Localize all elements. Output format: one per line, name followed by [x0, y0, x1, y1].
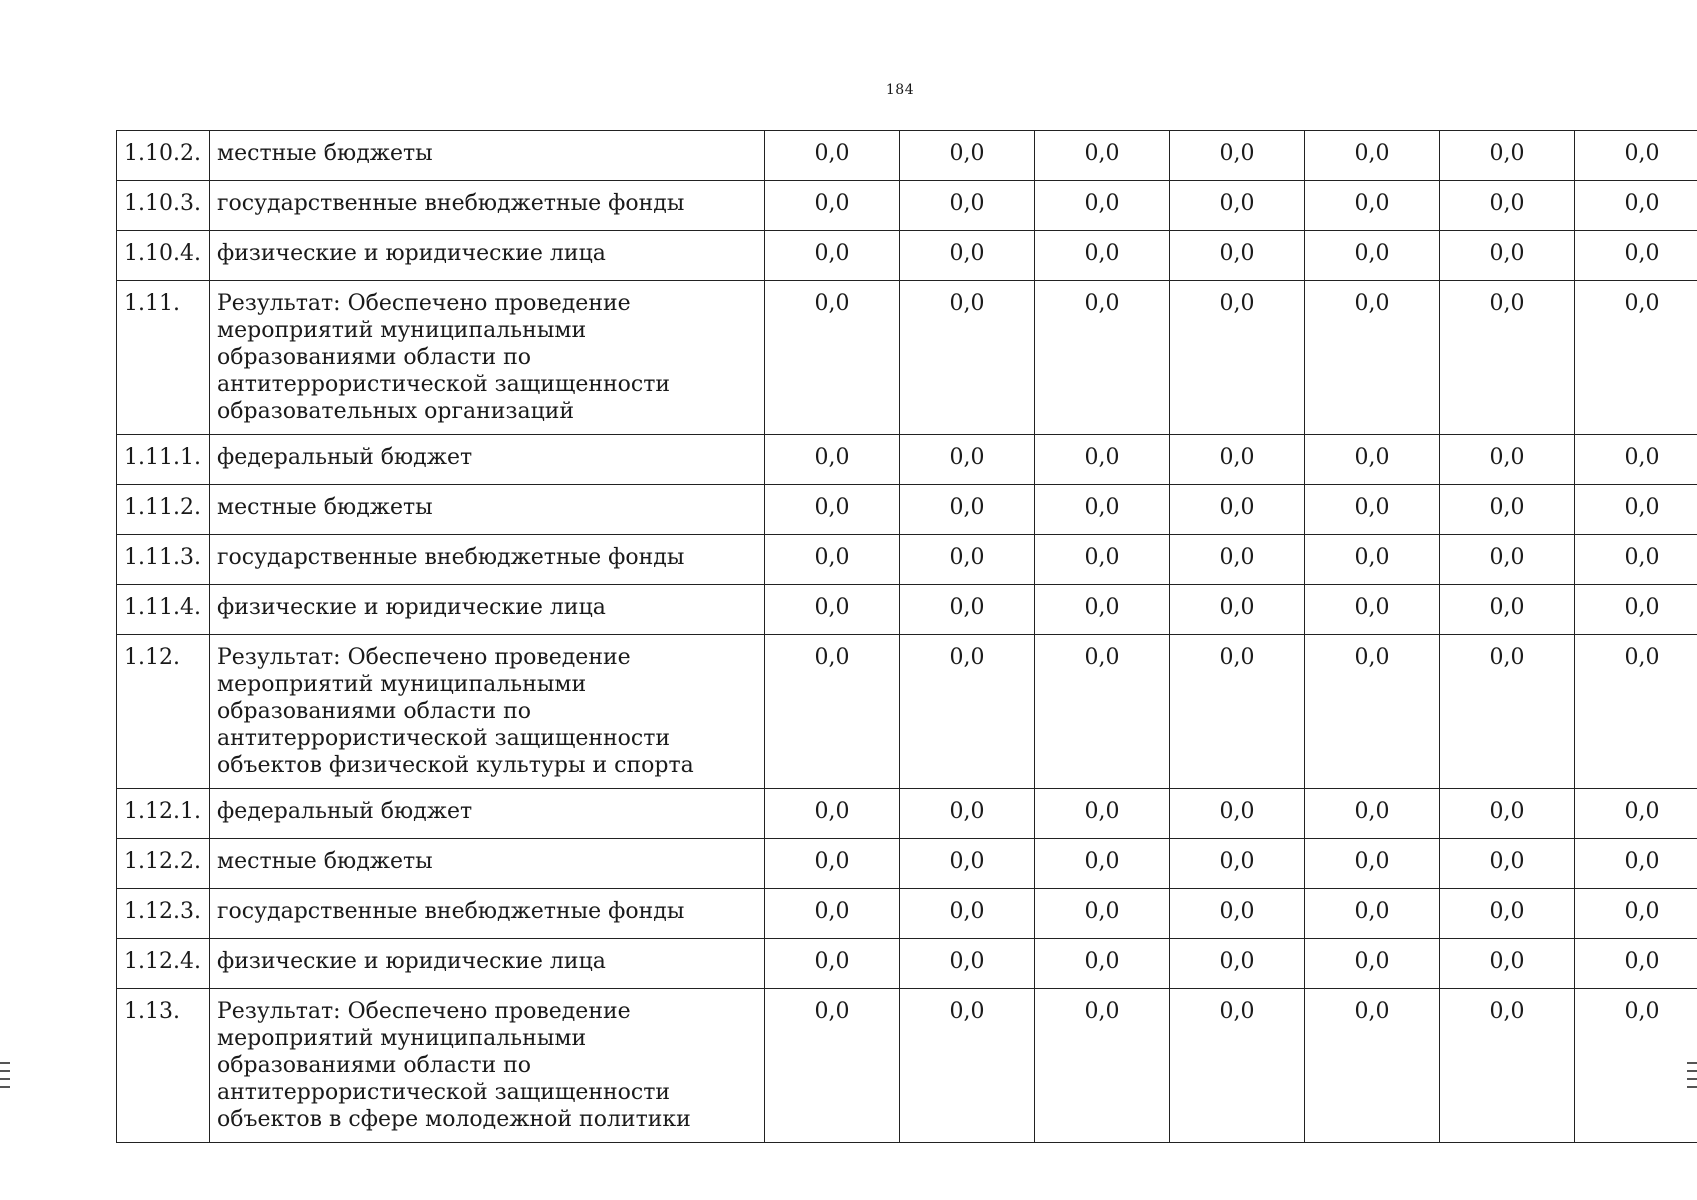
row-value-col-5: 0,0: [1305, 839, 1440, 889]
row-value-col-7: 0,0: [1575, 989, 1697, 1143]
row-value-col-4: 0,0: [1170, 131, 1305, 181]
row-value-col-4: 0,0: [1170, 281, 1305, 435]
row-value-col-6: 0,0: [1440, 889, 1575, 939]
row-value-col-7: 0,0: [1575, 231, 1697, 281]
row-value-col-2: 0,0: [900, 131, 1035, 181]
table-row: [117, 889, 1697, 939]
table-row: [117, 535, 1697, 585]
row-value-col-2: 0,0: [900, 789, 1035, 839]
row-value-col-5: 0,0: [1305, 131, 1440, 181]
page-number: 184: [885, 82, 915, 98]
row-value-col-3: 0,0: [1035, 131, 1170, 181]
row-value-col-5: 0,0: [1305, 889, 1440, 939]
row-value-col-2: 0,0: [900, 281, 1035, 435]
row-value-col-1: 0,0: [765, 485, 900, 535]
row-value-col-6: 0,0: [1440, 281, 1575, 435]
row-value-col-5: 0,0: [1305, 181, 1440, 231]
row-value-col-2: 0,0: [900, 585, 1035, 635]
row-label: Результат: Обеспечено проведение мероприятий муниципальными образованиями области по антитеррористической защищенности образовательных организаций: [210, 281, 765, 435]
row-value-col-7: 0,0: [1575, 789, 1697, 839]
row-value-col-7: 0,0: [1575, 281, 1697, 435]
table-row: [117, 131, 1697, 181]
row-value-col-5: 0,0: [1305, 939, 1440, 989]
row-label: местные бюджеты: [210, 485, 765, 535]
row-value-col-1: 0,0: [765, 789, 900, 839]
row-label: государственные внебюджетные фонды: [210, 535, 765, 585]
row-value-col-7: 0,0: [1575, 635, 1697, 789]
row-value-col-6: 0,0: [1440, 535, 1575, 585]
row-code: 1.10.3.: [117, 181, 210, 231]
row-code: 1.12.1.: [117, 789, 210, 839]
row-value-col-6: 0,0: [1440, 585, 1575, 635]
row-value-col-1: 0,0: [765, 281, 900, 435]
table-row: [117, 181, 1697, 231]
row-value-col-7: 0,0: [1575, 435, 1697, 485]
right-edge-marks: [1687, 1062, 1697, 1106]
row-value-col-7: 0,0: [1575, 535, 1697, 585]
row-value-col-1: 0,0: [765, 839, 900, 889]
row-value-col-7: 0,0: [1575, 939, 1697, 989]
row-value-col-3: 0,0: [1035, 789, 1170, 839]
row-value-col-6: 0,0: [1440, 231, 1575, 281]
row-value-col-6: 0,0: [1440, 485, 1575, 535]
row-code: 1.11.2.: [117, 485, 210, 535]
row-value-col-5: 0,0: [1305, 231, 1440, 281]
row-value-col-3: 0,0: [1035, 939, 1170, 989]
row-code: 1.12.2.: [117, 839, 210, 889]
budget-table: [116, 130, 1697, 1143]
row-label: физические и юридические лица: [210, 939, 765, 989]
row-value-col-2: 0,0: [900, 889, 1035, 939]
row-label: государственные внебюджетные фонды: [210, 889, 765, 939]
row-code: 1.12.4.: [117, 939, 210, 989]
table-row-result: [117, 635, 1697, 789]
row-value-col-1: 0,0: [765, 131, 900, 181]
row-value-col-2: 0,0: [900, 989, 1035, 1143]
row-value-col-4: 0,0: [1170, 181, 1305, 231]
row-value-col-7: 0,0: [1575, 131, 1697, 181]
row-value-col-3: 0,0: [1035, 435, 1170, 485]
row-value-col-3: 0,0: [1035, 535, 1170, 585]
table-row: [117, 485, 1697, 535]
row-value-col-7: 0,0: [1575, 839, 1697, 889]
row-value-col-7: 0,0: [1575, 585, 1697, 635]
table-row: [117, 939, 1697, 989]
row-value-col-2: 0,0: [900, 231, 1035, 281]
row-value-col-2: 0,0: [900, 535, 1035, 585]
row-value-col-6: 0,0: [1440, 131, 1575, 181]
row-value-col-3: 0,0: [1035, 231, 1170, 281]
row-value-col-4: 0,0: [1170, 231, 1305, 281]
table-row-result: [117, 989, 1697, 1143]
row-label: федеральный бюджет: [210, 435, 765, 485]
row-value-col-4: 0,0: [1170, 789, 1305, 839]
table-row: [117, 839, 1697, 889]
row-value-col-1: 0,0: [765, 635, 900, 789]
row-value-col-4: 0,0: [1170, 635, 1305, 789]
row-value-col-5: 0,0: [1305, 789, 1440, 839]
row-value-col-1: 0,0: [765, 435, 900, 485]
table-row: [117, 231, 1697, 281]
row-label: государственные внебюджетные фонды: [210, 181, 765, 231]
row-value-col-1: 0,0: [765, 939, 900, 989]
row-value-col-4: 0,0: [1170, 939, 1305, 989]
row-value-col-5: 0,0: [1305, 989, 1440, 1143]
left-edge-marks: [0, 1062, 10, 1106]
row-value-col-1: 0,0: [765, 231, 900, 281]
row-value-col-6: 0,0: [1440, 435, 1575, 485]
row-value-col-6: 0,0: [1440, 789, 1575, 839]
row-code: 1.12.: [117, 635, 210, 789]
row-value-col-5: 0,0: [1305, 281, 1440, 435]
row-value-col-1: 0,0: [765, 585, 900, 635]
budget-table-body: [117, 131, 1697, 1143]
row-value-col-4: 0,0: [1170, 485, 1305, 535]
row-value-col-5: 0,0: [1305, 535, 1440, 585]
table-row-result: [117, 281, 1697, 435]
row-value-col-7: 0,0: [1575, 181, 1697, 231]
row-value-col-1: 0,0: [765, 889, 900, 939]
row-value-col-5: 0,0: [1305, 585, 1440, 635]
row-label: федеральный бюджет: [210, 789, 765, 839]
row-code: 1.11.4.: [117, 585, 210, 635]
row-label: Результат: Обеспечено проведение мероприятий муниципальными образованиями области по антитеррористической защищенности объектов физической культуры и спорта: [210, 635, 765, 789]
row-value-col-6: 0,0: [1440, 939, 1575, 989]
row-value-col-3: 0,0: [1035, 889, 1170, 939]
row-code: 1.11.1.: [117, 435, 210, 485]
row-value-col-3: 0,0: [1035, 635, 1170, 789]
row-value-col-4: 0,0: [1170, 435, 1305, 485]
row-value-col-6: 0,0: [1440, 989, 1575, 1143]
row-value-col-3: 0,0: [1035, 181, 1170, 231]
row-value-col-2: 0,0: [900, 181, 1035, 231]
row-code: 1.10.4.: [117, 231, 210, 281]
row-code: 1.13.: [117, 989, 210, 1143]
row-value-col-3: 0,0: [1035, 839, 1170, 889]
row-value-col-4: 0,0: [1170, 889, 1305, 939]
table-row: [117, 789, 1697, 839]
row-value-col-1: 0,0: [765, 989, 900, 1143]
row-value-col-7: 0,0: [1575, 485, 1697, 535]
row-value-col-2: 0,0: [900, 635, 1035, 789]
row-value-col-5: 0,0: [1305, 485, 1440, 535]
row-value-col-4: 0,0: [1170, 585, 1305, 635]
table-row: [117, 435, 1697, 485]
row-label: Результат: Обеспечено проведение мероприятий муниципальными образованиями области по антитеррористической защищенности объектов в сфере молодежной политики: [210, 989, 765, 1143]
row-value-col-4: 0,0: [1170, 535, 1305, 585]
row-value-col-5: 0,0: [1305, 435, 1440, 485]
row-label: физические и юридические лица: [210, 585, 765, 635]
row-label: местные бюджеты: [210, 839, 765, 889]
row-value-col-2: 0,0: [900, 485, 1035, 535]
row-value-col-3: 0,0: [1035, 485, 1170, 535]
row-value-col-5: 0,0: [1305, 635, 1440, 789]
row-code: 1.11.3.: [117, 535, 210, 585]
row-value-col-2: 0,0: [900, 939, 1035, 989]
row-value-col-3: 0,0: [1035, 281, 1170, 435]
row-value-col-2: 0,0: [900, 839, 1035, 889]
row-value-col-4: 0,0: [1170, 989, 1305, 1143]
row-value-col-7: 0,0: [1575, 889, 1697, 939]
row-value-col-1: 0,0: [765, 181, 900, 231]
row-value-col-6: 0,0: [1440, 839, 1575, 889]
row-value-col-1: 0,0: [765, 535, 900, 585]
row-value-col-4: 0,0: [1170, 839, 1305, 889]
row-code: 1.11.: [117, 281, 210, 435]
row-label: местные бюджеты: [210, 131, 765, 181]
row-value-col-6: 0,0: [1440, 181, 1575, 231]
table-row: [117, 585, 1697, 635]
row-value-col-3: 0,0: [1035, 989, 1170, 1143]
row-value-col-6: 0,0: [1440, 635, 1575, 789]
row-value-col-3: 0,0: [1035, 585, 1170, 635]
row-label: физические и юридические лица: [210, 231, 765, 281]
row-value-col-2: 0,0: [900, 435, 1035, 485]
row-code: 1.10.2.: [117, 131, 210, 181]
row-code: 1.12.3.: [117, 889, 210, 939]
